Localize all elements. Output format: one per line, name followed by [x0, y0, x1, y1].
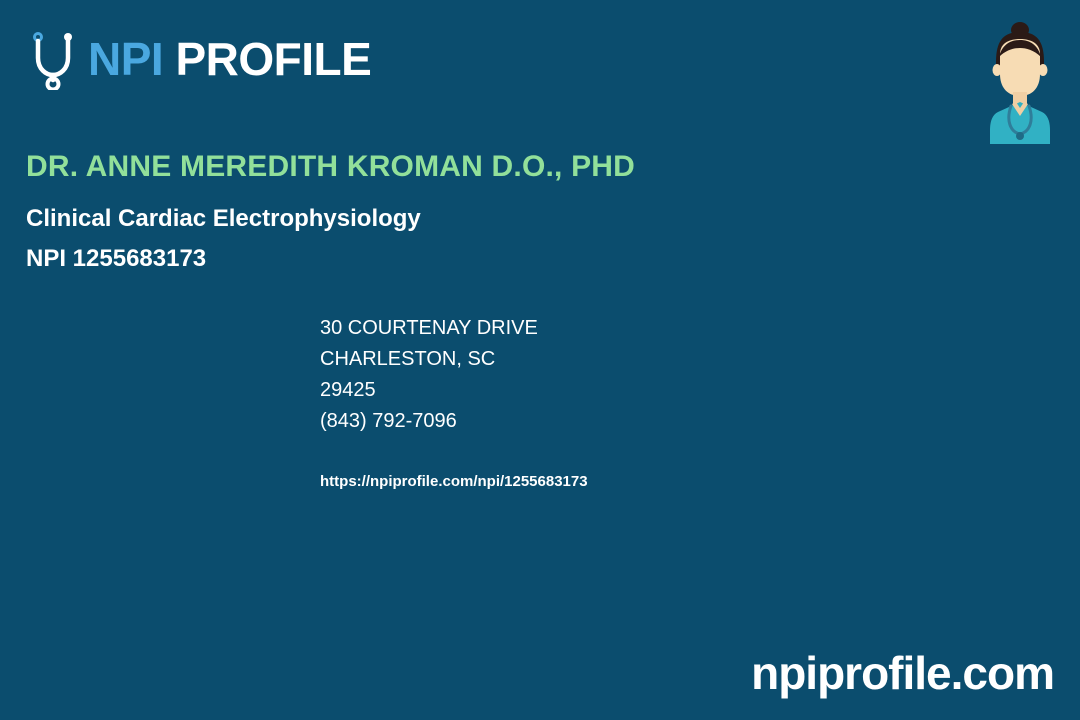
header: [26, 28, 371, 90]
specialty-text: Clinical Cardiac Electrophysiology: [26, 205, 421, 232]
profile-url-link[interactable]: https://npiprofile.com/npi/1255683173: [320, 473, 588, 490]
address-city-state: CHARLESTON, SC: [320, 348, 496, 370]
doctor-avatar-icon: [978, 14, 1062, 144]
npi-number: NPI 1255683173: [26, 245, 207, 272]
address-zip: 29425: [320, 379, 376, 401]
page-title: DR. ANNE MEREDITH KROMAN D.O., PHD: [26, 150, 636, 183]
stethoscope-icon: [26, 28, 78, 90]
address-street: 30 COURTENAY DRIVE: [320, 317, 538, 339]
brand-title: [88, 33, 372, 85]
footer-domain: npiprofile.com: [751, 647, 1054, 699]
address-phone: (843) 792-7096: [320, 410, 457, 432]
brand-profile: PROFILE: [163, 33, 372, 85]
address-block: [320, 313, 538, 437]
brand-npi: NPI: [88, 33, 164, 85]
